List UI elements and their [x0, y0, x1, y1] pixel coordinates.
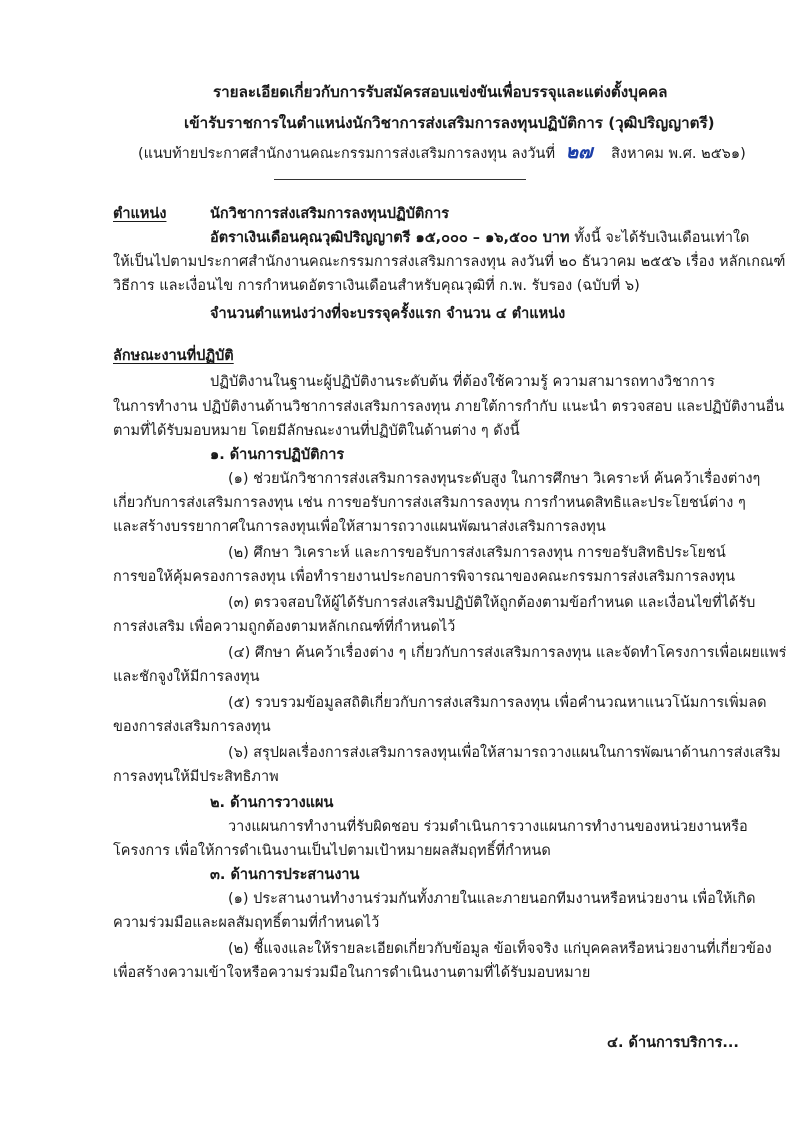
section-3-item-1-line-1: (๑) ประสานงานทำงานร่วมกันทั้งภายในและภายนอกทีมงานหรือหน่วยงาน เพื่อให้เกิด [228, 891, 756, 907]
salary-range: อัตราเงินเดือนคุณวุฒิปริญญาตรี ๑๕,๐๐๐ – ๑๖,๕๐๐ บาท [210, 230, 570, 246]
duties-heading: ลักษณะงานที่ปฏิบัติ [113, 348, 234, 364]
duties-intro-line-3: ตามที่ได้รับมอบหมาย โดยมีลักษณะงานที่ปฏิบัติในด้านต่าง ๆ ดังนี้ [113, 423, 520, 439]
subtitle-text-before-date: (แนบท้ายประกาศสำนักงานคณะกรรมการส่งเสริมการลงทุน ลงวันที่ [138, 146, 556, 162]
section-2-line-2: โครงการ เพื่อให้การดำเนินงานเป็นไปตามเป้าหมายผลสัมฤทธิ์ที่กำหนด [113, 843, 551, 859]
section-1-item-2-line-2: การขอให้คุ้มครองการลงทุน เพื่อทำรายงานประกอบการพิจารณาของคณะกรรมการส่งเสริมการลงทุน [113, 569, 735, 585]
duties-intro-line-1: ปฏิบัติงานในฐานะผู้ปฏิบัติงานระดับต้น ที่ต้องใช้ความรู้ ความสามารถทางวิชาการ [210, 374, 715, 390]
document-title-line-1: รายละเอียดเกี่ยวกับการรับสมัครสอบแข่งขันเพื่อบรรจุและแต่งตั้งบุคคล [213, 83, 668, 101]
subtitle-text-after-date: สิงหาคม พ.ศ. ๒๕๖๑) [611, 146, 746, 162]
section-1-item-5-line-2: ของการส่งเสริมการลงทุน [113, 719, 271, 735]
section-2-title: ๒. ด้านการวางแผน [210, 795, 334, 811]
page-continuation: ๔. ด้านการบริการ... [607, 1035, 739, 1051]
position-name: นักวิชาการส่งเสริมการลงทุนปฏิบัติการ [210, 206, 450, 222]
section-2-line-1: วางแผนการทำงานที่รับผิดชอบ ร่วมดำเนินการวางแผนการทำงานของหน่วยงานหรือ [228, 819, 748, 835]
section-1-item-6-line-2: การลงทุนให้มีประสิทธิภาพ [113, 769, 279, 785]
section-1-item-5-line-1: (๕) รวบรวมข้อมูลสถิติเกี่ยวกับการส่งเสริมการลงทุน เพื่อคำนวณหาแนวโน้มการเพิ่มลด [228, 695, 767, 711]
section-1-item-1-line-3: และสร้างบรรยากาศในการลงทุนเพื่อให้สามารถวางแผนพัฒนาส่งเสริมการลงทุน [113, 519, 606, 535]
section-3-title: ๓. ด้านการประสานงาน [210, 867, 360, 883]
section-1-item-1-line-2: เกี่ยวกับการส่งเสริมการลงทุน เช่น การขอรับการส่งเสริมการลงทุน การกำหนดสิทธิและประโยชน์ต่าง ๆ [113, 495, 746, 511]
document-subtitle [138, 143, 746, 163]
salary-line-1 [210, 229, 749, 247]
section-1-title: ๑. ด้านการปฏิบัติการ [210, 447, 345, 463]
salary-line-3: วิธีการ และเงื่อนไข การกำหนดอัตราเงินเดือนสำหรับคุณวุฒิที่ ก.พ. รับรอง (ฉบับที่ ๖) [113, 278, 640, 294]
section-3-item-2-line-2: เพื่อสร้างความเข้าใจหรือความร่วมมือในการดำเนินงานตามที่ได้รับมอบหมาย [113, 965, 591, 981]
section-1-item-6-line-1: (๖) สรุปผลเรื่องการส่งเสริมการลงทุนเพื่อให้สามารถวางแผนในการพัฒนาด้านการส่งเสริม [228, 745, 781, 761]
vacancy-count: จำนวนตำแหน่งว่างที่จะบรรจุครั้งแรก จำนวน ๔ ตำแหน่ง [210, 306, 566, 322]
duties-intro-line-2: ในการทำงาน ปฏิบัติงานด้านวิชาการส่งเสริมการลงทุน ภายใต้การกำกับ แนะนำ ตรวจสอบ และปฏิบัติงานอื่น [113, 399, 785, 415]
salary-line-2: ให้เป็นไปตามประกาศสำนักงานคณะกรรมการส่งเสริมการลงทุน ลงวันที่ ๒๐ ธันวาคม ๒๕๕๖ เรื่อง หลักเกณฑ์ [113, 254, 786, 270]
document-title-line-2: เข้ารับราชการในตำแหน่งนักวิชาการส่งเสริมการลงทุนปฏิบัติการ (วุฒิปริญญาตรี) [184, 114, 715, 132]
section-1-item-4-line-2: และชักจูงให้มีการลงทุน [113, 669, 260, 685]
section-1-item-3-line-2: การส่งเสริม เพื่อความถูกต้องตามหลักเกณฑ์ที่กำหนดไว้ [113, 619, 456, 635]
section-1-item-4-line-1: (๔) ศึกษา ค้นคว้าเรื่องต่าง ๆ เกี่ยวกับการส่งเสริมการลงทุน และจัดทำโครงการเพื่อเผยแพร่ [228, 645, 787, 661]
header-divider [274, 179, 526, 180]
section-1-item-2-line-1: (๒) ศึกษา วิเคราะห์ และการขอรับการส่งเสริมการลงทุน การขอรับสิทธิประโยชน์ [228, 545, 726, 561]
section-3-item-1-line-2: ความร่วมมือและผลสัมฤทธิ์ตามที่กำหนดไว้ [113, 915, 380, 931]
section-1-item-1-line-1: (๑) ช่วยนักวิชาการส่งเสริมการลงทุนระดับสูง ในการศึกษา วิเคราะห์ ค้นคว้าเรื่องต่างๆ [228, 471, 761, 487]
salary-note: ทั้งนี้ จะได้รับเงินเดือนเท่าใด [574, 230, 750, 246]
section-1-item-3-line-1: (๓) ตรวจสอบให้ผู้ได้รับการส่งเสริมปฏิบัติให้ถูกต้องตามข้อกำหนด และเงื่อนไขที่ได้รับ [228, 595, 756, 611]
position-label: ตำแหน่ง [113, 206, 167, 222]
handwritten-day: ๒๗ [565, 141, 593, 163]
section-3-item-2-line-1: (๒) ชี้แจงและให้รายละเอียดเกี่ยวกับข้อมูล ข้อเท็จจริง แก่บุคคลหรือหน่วยงานที่เกี่ยวข้อง [228, 941, 772, 957]
